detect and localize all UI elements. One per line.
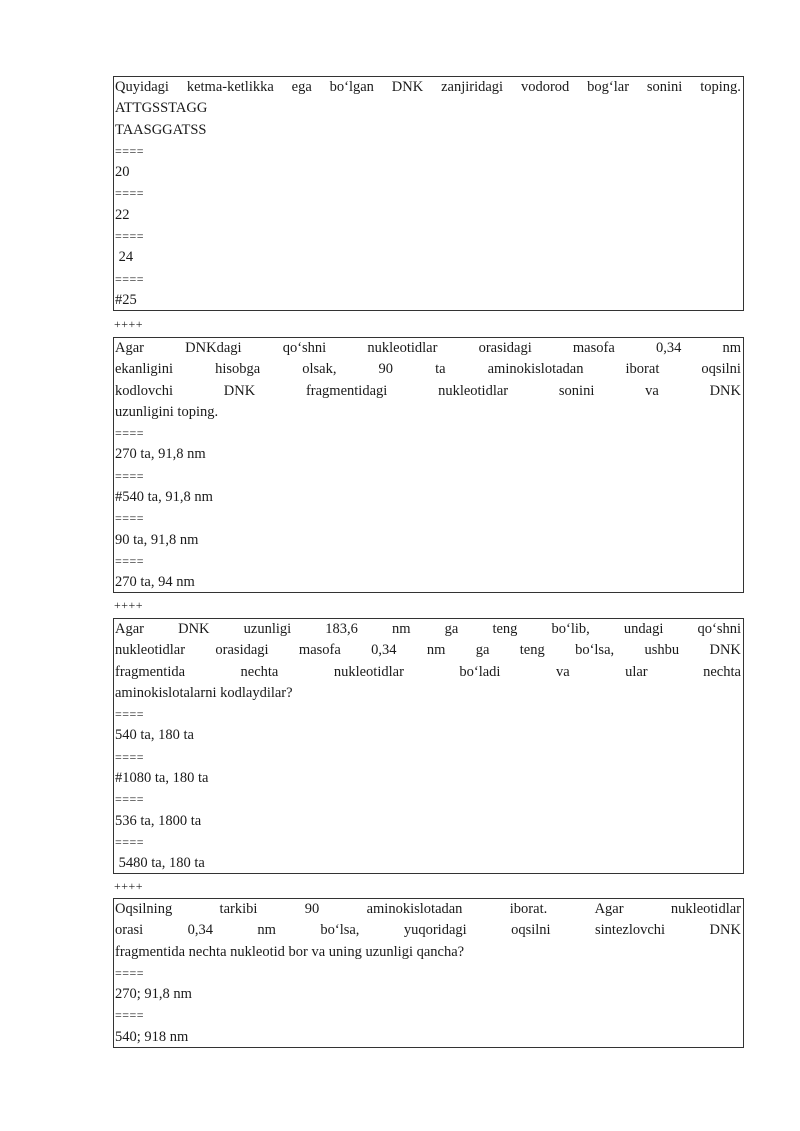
answer-separator: ==== — [115, 1008, 145, 1023]
question-text-line-3: fragmentida nechta nukleotidlar bo‘ladi va ular nechta — [115, 663, 741, 680]
question-text-line-3: fragmentida nechta nukleotid bor va uning uzunligi qancha? — [115, 943, 465, 960]
answer-option: 22 — [115, 206, 130, 223]
question-block-2 — [113, 337, 744, 593]
question-text-line-4: uzunligini toping. — [115, 403, 219, 420]
answer-option: 24 — [115, 249, 134, 266]
answer-separator: ==== — [115, 834, 145, 849]
answer-option: 270; 91,8 nm — [115, 986, 192, 1003]
answer-option-correct: #25 — [115, 291, 137, 308]
question-block-1 — [113, 76, 744, 311]
answer-separator: ==== — [115, 553, 145, 568]
answer-option: 540 ta, 180 ta — [115, 727, 194, 744]
answer-option-correct: #1080 ta, 180 ta — [115, 770, 209, 787]
question-text-line-2: ekanligini hisobga olsak, 90 ta aminokislotadan iborat oqsilni — [115, 361, 741, 378]
question-text-line-3: kodlovchi DNK fragmentidagi nukleotidlar sonini va DNK — [115, 382, 741, 399]
answer-separator: ==== — [115, 271, 145, 286]
answer-option: 5480 ta, 180 ta — [115, 855, 205, 872]
question-text-line-2: nukleotidlar orasidagi masofa 0,34 nm ga teng bo‘lsa, ushbu DNK — [115, 642, 741, 659]
answer-separator: ==== — [115, 511, 145, 526]
answer-option: 536 ta, 1800 ta — [115, 812, 202, 829]
dna-sequence-1: ATTGSSTAGG — [115, 100, 208, 117]
question-block-4 — [113, 898, 744, 1048]
answer-separator: ==== — [115, 426, 145, 441]
question-text-line-1: Oqsilning tarkibi 90 aminokislotadan iborat. Agar nukleotidlar — [115, 901, 741, 917]
question-text-line-2: orasi 0,34 nm bo‘lsa, yuqoridagi oqsilni sintezlovchi DNK — [115, 922, 741, 939]
answer-option: 270 ta, 91,8 nm — [115, 446, 206, 463]
question-text-line-1: Agar DNK uzunligi 183,6 nm ga teng bo‘lib, undagi qo‘shni — [115, 621, 741, 637]
answer-option: 270 ta, 94 nm — [115, 574, 195, 591]
answer-option: 90 ta, 91,8 nm — [115, 531, 199, 548]
answer-separator: ==== — [115, 792, 145, 807]
answer-separator: ==== — [115, 749, 145, 764]
answer-separator: ==== — [115, 707, 145, 722]
dna-sequence-2: TAASGGATSS — [115, 121, 207, 138]
answer-separator: ==== — [115, 229, 145, 244]
answer-option: 20 — [115, 164, 130, 181]
question-block-3 — [113, 618, 744, 874]
answer-separator: ==== — [115, 143, 145, 158]
question-text-line-4: aminokislotalarni kodlaydilar? — [115, 684, 293, 701]
question-divider: ++++ — [114, 879, 144, 893]
question-text-line-1: Agar DNKdagi qo‘shni nukleotidlar orasidagi masofa 0,34 nm — [115, 340, 741, 356]
answer-separator: ==== — [115, 468, 145, 483]
question-text: Quyidagi ketma-ketlikka ega bo‘lgan DNK zanjiridagi vodorod bog‘lar sonini toping. — [115, 79, 741, 95]
answer-option: 540; 918 nm — [115, 1028, 189, 1045]
answer-separator: ==== — [115, 186, 145, 201]
question-divider: ++++ — [114, 598, 144, 612]
question-divider: ++++ — [114, 317, 144, 331]
answer-separator: ==== — [115, 965, 145, 980]
answer-option-correct: #540 ta, 91,8 nm — [115, 489, 213, 506]
